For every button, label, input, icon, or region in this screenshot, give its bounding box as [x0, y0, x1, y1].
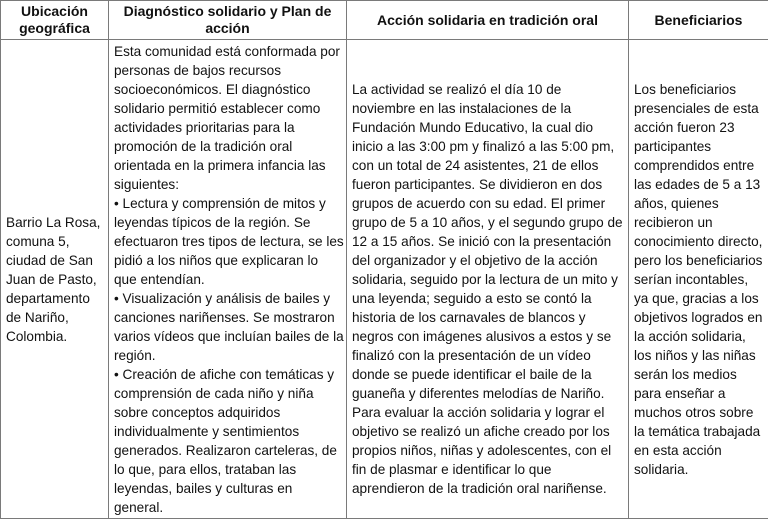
header-row — [1, 1, 768, 40]
header-accion: Acción solidaria en tradición oral — [347, 1, 629, 40]
cell-accion: La actividad se realizó el día 10 de noviembre en las instalaciones de la Fundación Mundo Educativo, la cual dio inicio a las 3:00 pm y finalizó a las 5:00 pm, con un total de 24 asistentes, 21 de ellos fueron participantes. Se dividieron en dos grupos de acuerdo con su edad. El primer grupo de 5 a 10 años, y el segundo grupo de 12 a 15 años. Se inició con la presentación del organizador y el objetivo de la acción solidaria, seguido por la lectura de un mito y una leyenda; seguido a esto se contó la historia de los carnavales de blancos y negros con imágenes alusivos a estos y se finalizó con la presentación de un vídeo donde se puede identificar el baile de la guaneña y diferentes melodías de Nariño. Para evaluar la acción solidaria y lograr el objetivo se realizó un afiche creado por los propios niños, niñas y adolescentes, con el fin de plasmar e identificar lo que aprendieron de la tradición oral nariñense. — [347, 40, 629, 519]
diagnostico-item: • Visualización y análisis de bailes y canciones nariñenses. Se mostraron varios vídeos que incluían bailes de la región. — [114, 289, 344, 365]
header-ubicacion: Ubicación geográfica — [1, 1, 109, 40]
cell-beneficiarios: Los beneficiarios presenciales de esta acción fueron 23 participantes comprendidos entre las edades de 5 a 13 años, quienes recibieron un conocimiento directo, pero los beneficiarios serían incontables, ya que, gracias a los objetivos logrados en la acción solidaria, los niños y las niñas serán los medios para enseñar a muchos otros sobre la temática trabajada en esta acción solidaria. — [629, 40, 768, 519]
header-diagnostico: Diagnóstico solidario y Plan de acción — [109, 1, 347, 40]
table-row — [1, 40, 768, 519]
cell-diagnostico — [109, 40, 347, 519]
diagnostico-intro: Esta comunidad está conformada por personas de bajos recursos socioeconómicos. El diagnóstico solidario permitió establecer como actividades prioritarias para la promoción de la tradición oral orientada en la primera infancia las siguientes: — [114, 42, 344, 194]
header-beneficiarios: Beneficiarios — [629, 1, 768, 40]
cell-ubicacion: Barrio La Rosa, comuna 5, ciudad de San Juan de Pasto, departamento de Nariño, Colombia. — [1, 40, 109, 519]
diagnostico-item: • Lectura y comprensión de mitos y leyendas típicos de la región. Se efectuaron tres tipos de lectura, se les pidió a los niños que explicaran lo que entendían. — [114, 194, 344, 289]
diagnostico-item: • Creación de afiche con temáticas y comprensión de cada niño y niña sobre conceptos adquiridos individualmente y sentimientos generados. Realizaron carteleras, de lo que, para ellos, trataban las leyendas, bailes y culturas en general. — [114, 365, 344, 517]
